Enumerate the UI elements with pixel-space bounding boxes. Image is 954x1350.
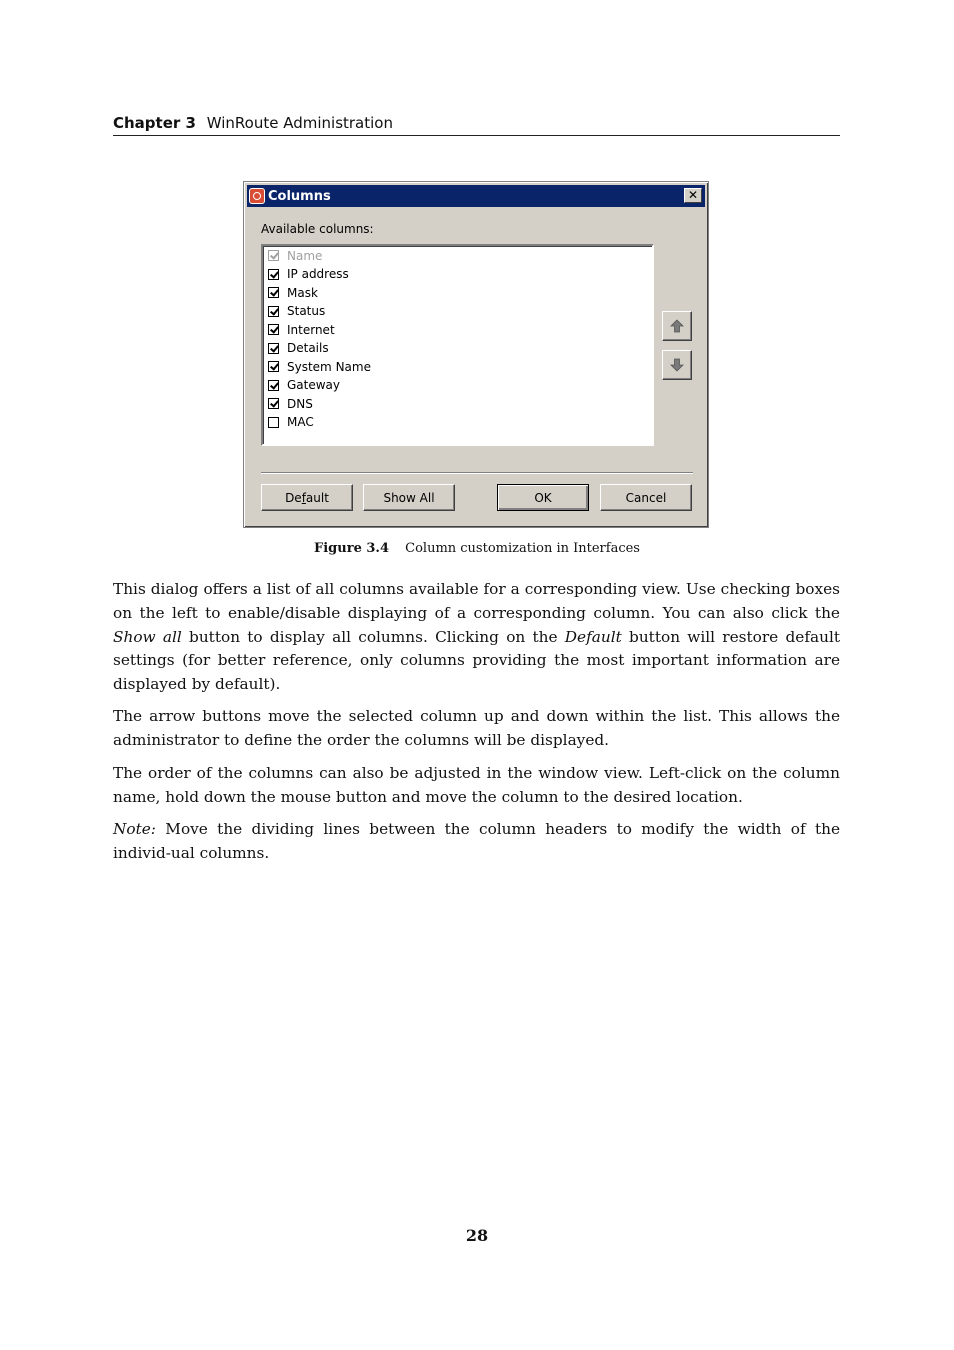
paragraph-1: This dialog offers a list of all columns available for a corresponding view. Use checking boxes on the left to enable/disable displaying of a corresponding column. You can also click the Show all button to display all columns. Clicking on the Default button will restore default settings (for better reference, only columns providing the most important information are displayed by default). — [113, 580, 840, 694]
running-header — [113, 114, 840, 136]
close-icon: ✕ — [687, 188, 699, 202]
cancel-button-label: Cancel — [625, 490, 667, 505]
columns-listbox[interactable] — [261, 244, 654, 446]
dialog-titlebar[interactable] — [247, 185, 705, 207]
list-item-gateway[interactable] — [268, 377, 340, 394]
app-icon — [249, 188, 265, 204]
list-item-label: Gateway — [287, 378, 341, 392]
list-item-label: Name — [287, 248, 323, 263]
default-button-label: Default — [285, 490, 329, 505]
list-item-status[interactable] — [268, 303, 325, 320]
available-columns-label: Available columns: — [261, 222, 374, 236]
list-item-details[interactable] — [268, 340, 329, 357]
checkbox[interactable] — [268, 343, 279, 354]
list-item-system-name[interactable] — [268, 358, 371, 375]
checkbox[interactable] — [268, 398, 279, 409]
checkbox[interactable] — [268, 417, 279, 428]
list-item-label: Details — [287, 341, 329, 355]
list-item-mask[interactable] — [268, 284, 318, 301]
paragraph-3: The order of the columns can also be adjusted in the window view. Left-click on the column name, hold down the mouse button and move the column to the desired location. — [113, 764, 840, 806]
chapter-number: Chapter 3 — [113, 114, 196, 132]
close-button[interactable] — [684, 188, 702, 203]
checkbox[interactable] — [268, 287, 279, 298]
list-item-ip-address[interactable] — [268, 266, 349, 283]
list-item-label: DNS — [287, 396, 313, 411]
show-all-button[interactable] — [363, 484, 455, 511]
checkbox[interactable] — [268, 380, 279, 391]
show-all-button-label: Show All — [383, 490, 435, 505]
dialog-title: Columns — [268, 188, 331, 204]
arrow-down-icon — [670, 358, 684, 372]
dialog-separator — [261, 472, 693, 474]
default-button[interactable] — [261, 484, 353, 511]
figure-number: Figure 3.4 — [314, 541, 389, 556]
list-item-label: IP address — [287, 267, 349, 281]
ok-button[interactable] — [497, 484, 589, 511]
list-item-name[interactable] — [268, 247, 322, 264]
list-item-label: MAC — [287, 415, 314, 429]
move-down-button[interactable] — [662, 350, 692, 380]
list-item-label: System Name — [287, 359, 371, 374]
checkbox[interactable] — [268, 324, 279, 335]
list-item-internet[interactable] — [268, 321, 335, 338]
checkbox[interactable] — [268, 361, 279, 372]
paragraph-note: Note: Move the dividing lines between the column headers to modify the width of the individ-ual columns. — [113, 820, 840, 862]
move-up-button[interactable] — [662, 311, 692, 341]
list-item-dns[interactable] — [268, 395, 313, 412]
list-item-label: Status — [287, 304, 326, 318]
checkbox[interactable] — [268, 269, 279, 280]
ok-button-label: OK — [534, 490, 552, 505]
checkbox[interactable] — [268, 306, 279, 317]
page-number: 28 — [465, 1226, 489, 1245]
list-item-label: Internet — [287, 322, 335, 337]
chapter-title: WinRoute Administration — [206, 114, 393, 132]
columns-dialog — [243, 181, 709, 528]
checkbox[interactable] — [268, 250, 279, 261]
figure-caption-text: Column customization in Interfaces — [405, 541, 640, 556]
cancel-button[interactable] — [600, 484, 692, 511]
list-item-label: Mask — [287, 285, 318, 300]
figure-caption — [0, 541, 954, 556]
list-item-mac[interactable] — [268, 414, 314, 431]
arrow-up-icon — [670, 319, 684, 333]
paragraph-2: The arrow buttons move the selected column up and down within the list. This allows the administrator to define the order the columns will be displayed. — [113, 707, 840, 749]
